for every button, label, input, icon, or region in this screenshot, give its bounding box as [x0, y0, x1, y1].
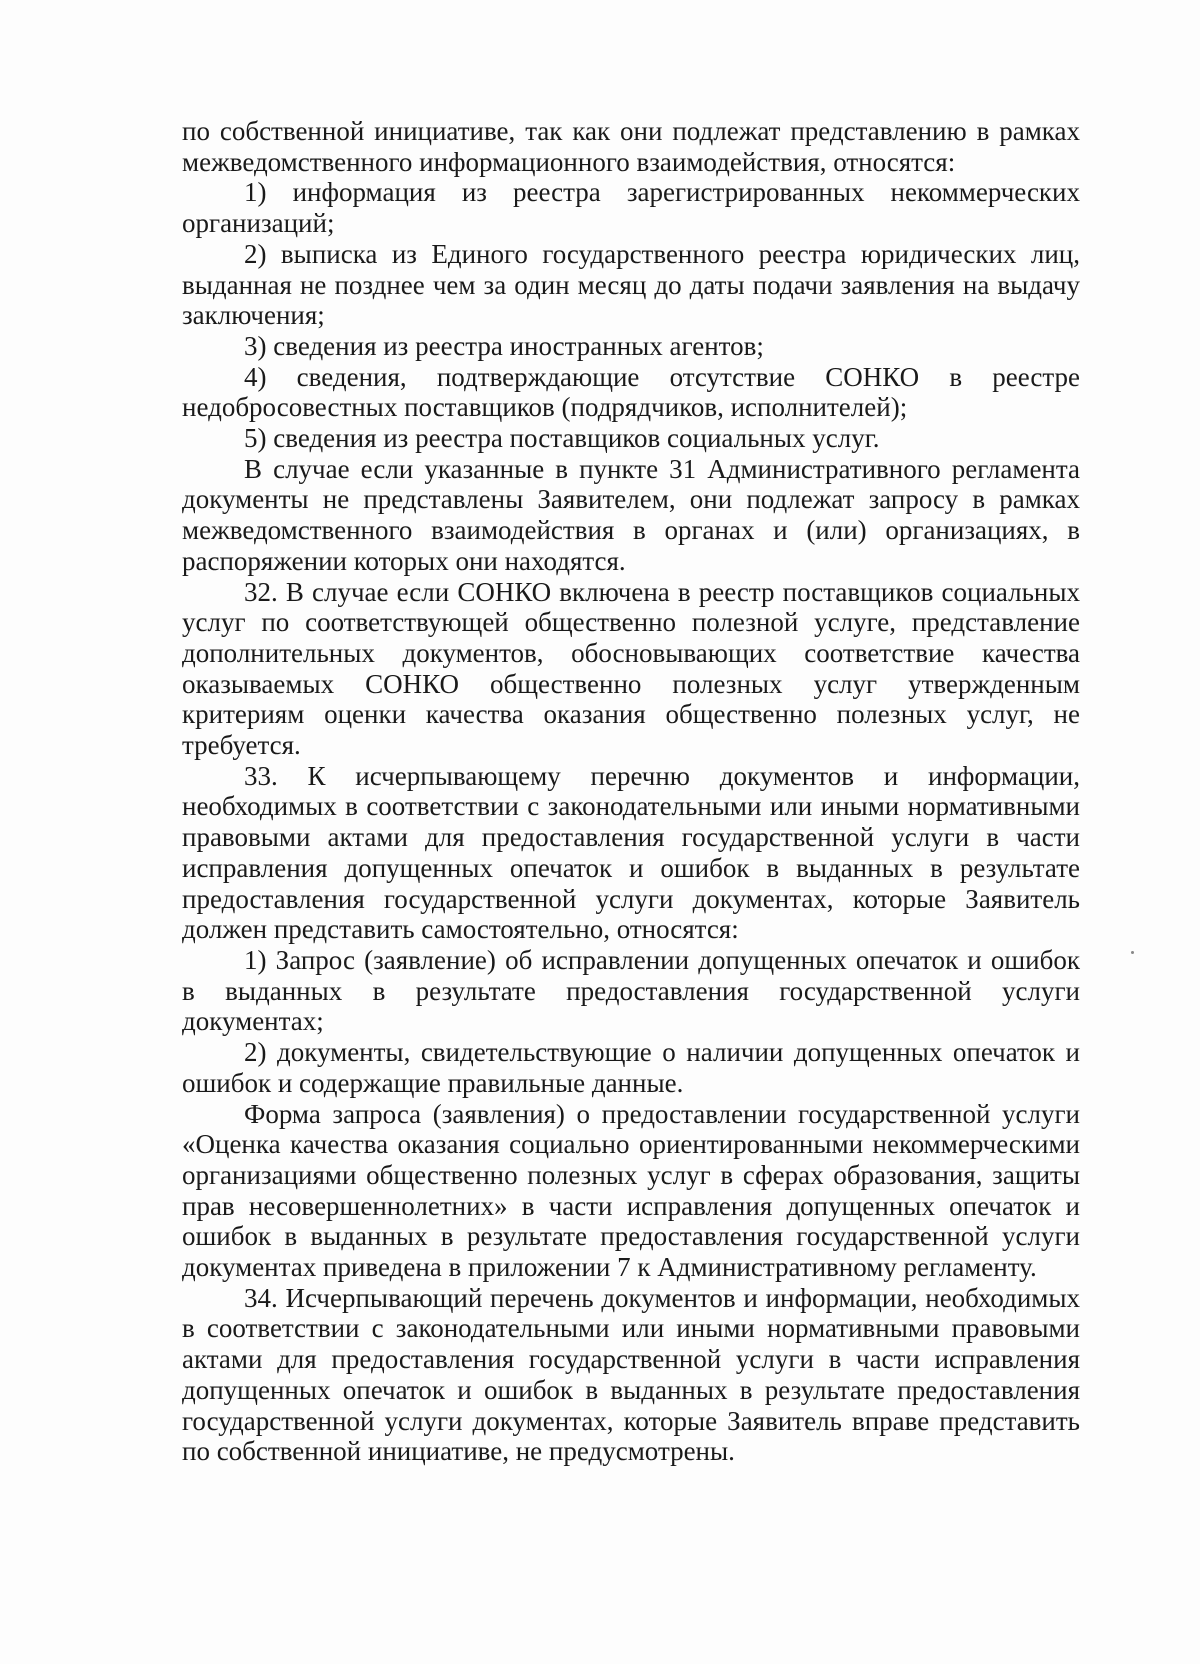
paragraph-interagency-request: В случае если указанные в пункте 31 Административного регламента документы не представлены Заявителем, они подлежат запросу в рамках межведомственного взаимодействия в органах и (или) организациях, в распоряжении которых они находятся.: [182, 453, 1080, 576]
list-item-1-nko-registry: 1) информация из реестра зарегистрированных некоммерческих организаций;: [182, 177, 1080, 239]
list-item-5-social-services: 5) сведения из реестра поставщиков социальных услуг.: [244, 423, 880, 454]
document-body: [182, 116, 1080, 1467]
paragraph-clause-32: 32. В случае если СОНКО включена в реестр поставщиков социальных услуг по соответствующей общественно полезной услуге, представление дополнительных документов, обосновывающих соответствие качества оказываемых СОНКО общественно полезных услуг утвержденным критериям оценки качества оказания общественно полезных услуг, не требуется.: [182, 576, 1080, 761]
list-item-3-foreign-agents: 3) сведения из реестра иностранных агентов;: [244, 330, 764, 361]
list-item-4-unfair-suppliers: 4) сведения, подтверждающие отсутствие СОНКО в реестре недобросовестных поставщиков (подрядчиков, исполнителей);: [182, 361, 1080, 423]
paragraph-clause-34: 34. Исчерпывающий перечень документов и информации, необходимых в соответствии с законодательными или иными нормативными правовыми актами для предоставления государственной услуги в части исправления допущенных опечаток и ошибок в выданных в результате предоставления государственной услуги документах, которые Заявитель вправе представить по собственной инициативе, не предусмотрены.: [182, 1282, 1080, 1467]
paragraph-intro: по собственной инициативе, так как они подлежат представлению в рамках межведомственного информационного взаимодействия, относятся:: [182, 116, 1080, 177]
list-item-correction-request: 1) Запрос (заявление) об исправлении допущенных опечаток и ошибок в выданных в результате предоставления государственной услуги документах;: [182, 944, 1080, 1037]
paragraph-clause-33: 33. К исчерпывающему перечню документов и информации, необходимых в соответствии с законодательными или иными нормативными правовыми актами для предоставления государственной услуги в части исправления допущенных опечаток и ошибок в выданных в результате предоставления государственной услуги документах, которые Заявитель должен представить самостоятельно, относятся:: [182, 760, 1080, 945]
paragraph-request-form: Форма запроса (заявления) о предоставлении государственной услуги «Оценка качества оказания социально ориентированными некоммерческими организациями общественно полезных услуг в сферах образования, защиты прав несовершеннолетних» в части исправления допущенных опечаток и ошибок в выданных в результате предоставления государственной услуги документах приведена в приложении 7 к Административному регламенту.: [182, 1098, 1080, 1283]
scan-artifact-dot: [1131, 951, 1134, 954]
list-item-supporting-documents: 2) документы, свидетельствующие о наличии допущенных опечаток и ошибок и содержащие правильные данные.: [182, 1037, 1080, 1098]
list-item-2-egrul-extract: 2) выписка из Единого государственного реестра юридических лиц, выданная не позднее чем за один месяц до даты подачи заявления на выдачу заключения;: [182, 238, 1080, 331]
